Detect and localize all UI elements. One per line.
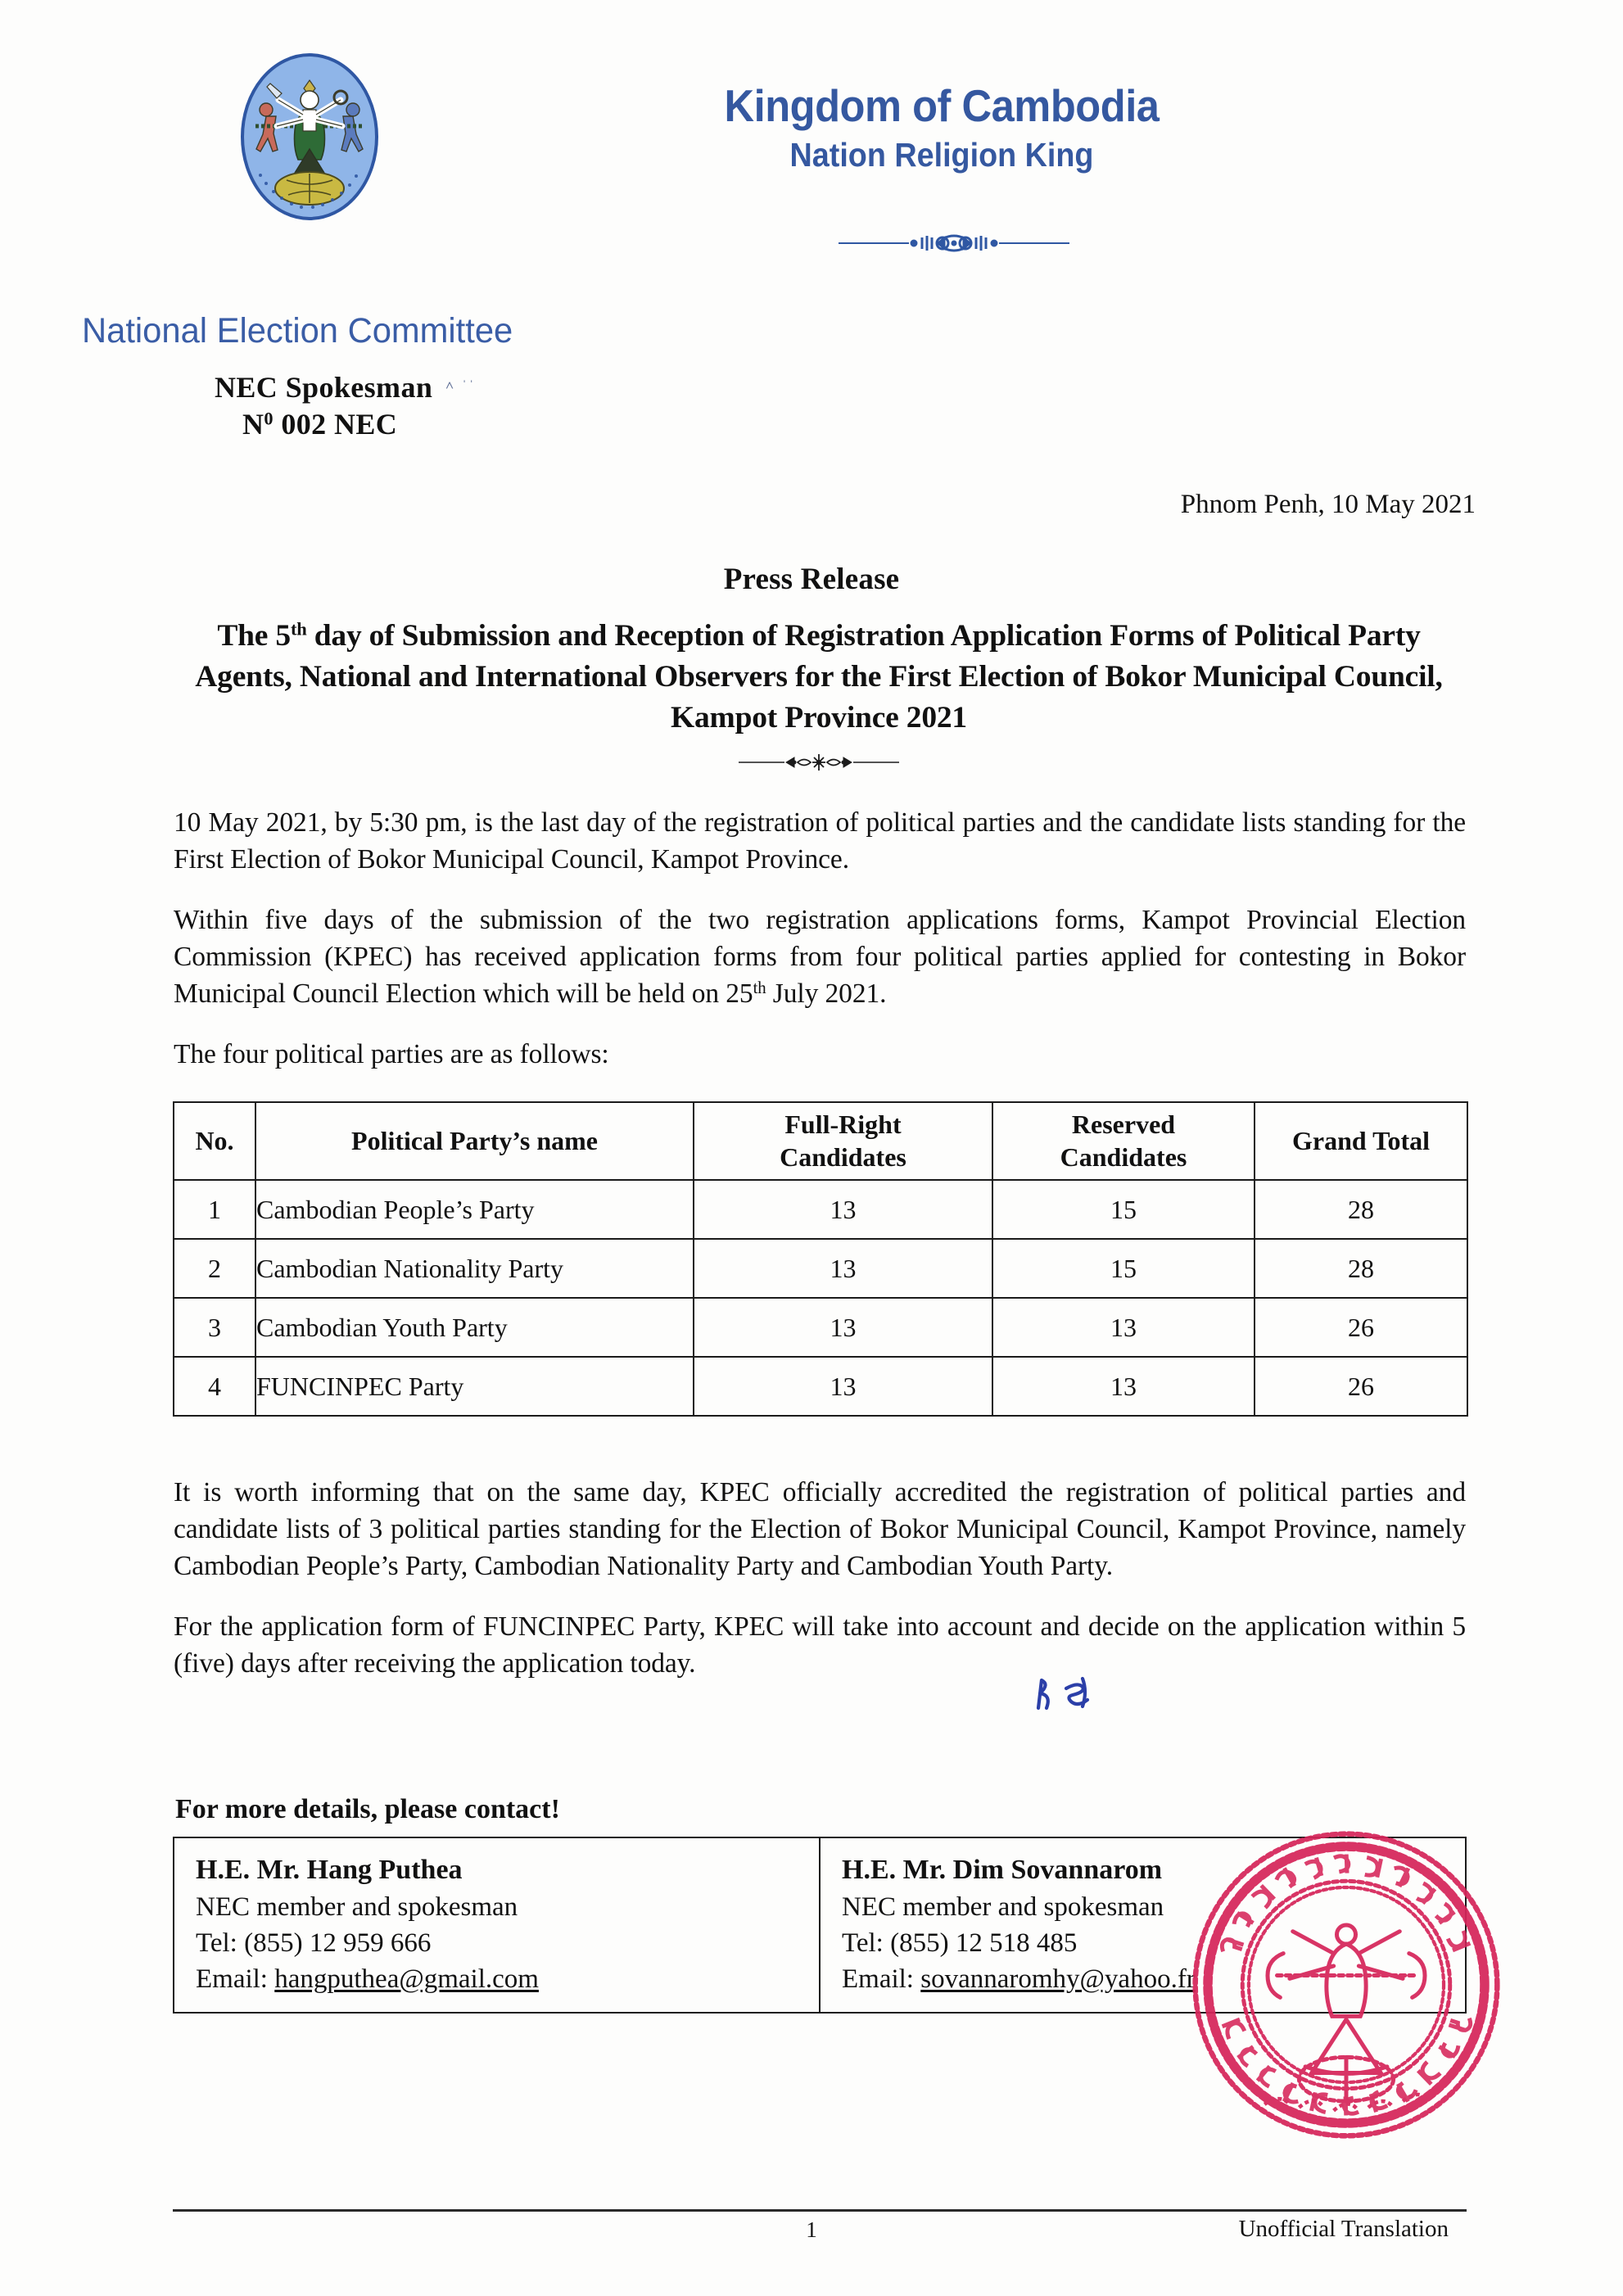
page-title-ordinal-sup: th — [290, 618, 307, 640]
cambodia-national-election-committee-emblem-icon — [228, 51, 391, 223]
cell-party-name: Cambodian Nationality Party — [255, 1239, 694, 1298]
body-text-lower — [174, 1474, 1466, 1682]
press-release-label: Press Release — [723, 563, 900, 596]
page-number: 1 — [806, 2217, 817, 2242]
cell-reserved: 13 — [992, 1357, 1255, 1416]
cell-no: 4 — [174, 1357, 255, 1416]
paragraph-3: The four political parties are as follows: — [174, 1039, 609, 1070]
document-number-prefix: N — [242, 408, 264, 441]
paragraph-2-post: July 2021. — [766, 979, 887, 1010]
cell-full-right: 13 — [694, 1357, 992, 1416]
kingdom-title-line1: Kingdom of Cambodia — [724, 80, 1160, 131]
paragraph-2 — [174, 902, 1466, 1012]
spokesman-label-text: NEC Spokesman — [215, 371, 433, 404]
document-number-sup: 0 — [264, 408, 274, 429]
cell-full-right: 13 — [694, 1239, 992, 1298]
cell-no: 2 — [174, 1239, 255, 1298]
contact-cell-left — [174, 1837, 820, 2013]
body-text-upper — [174, 804, 1466, 1073]
paragraph-2-ordinal-sup: th — [753, 979, 766, 998]
column-header-reserved — [992, 1102, 1255, 1180]
document-number-rest: 002 NEC — [273, 408, 398, 441]
column-header-party-name: Political Party’s name — [255, 1102, 694, 1180]
paragraph-5: For the application form of FUNCINPEC Party, KPEC will take into account and decide on the application within 5 (five) days after receiving the application today. — [174, 1611, 1466, 1679]
table-row — [174, 1357, 1467, 1416]
page-title — [172, 616, 1466, 739]
cell-no: 3 — [174, 1298, 255, 1357]
cell-grand-total: 28 — [1255, 1239, 1467, 1298]
contact-right-email-row — [842, 1961, 1465, 1997]
column-header-no: No. — [174, 1102, 255, 1180]
paragraph-2-pre: Within five days of the submission of the two registration applications forms, Kampot Provincial Election Commission (KPEC) has received application forms from four political parties applied for contesting in Bokor Municipal Council Election which will be held on 25 — [174, 905, 1466, 1010]
contact-left-email-row — [196, 1961, 819, 1997]
contact-right-role: NEC member and spokesman — [842, 1891, 1164, 1922]
footer-note: Unofficial Translation — [1238, 2216, 1449, 2242]
page-title-line2: of Political Party Agents, National and International Observers for the First — [195, 619, 1421, 694]
contact-left-tel: Tel: (855) 12 959 666 — [196, 1928, 432, 1958]
cell-no: 1 — [174, 1180, 255, 1239]
contact-left-email-label: Email: — [196, 1964, 275, 1994]
column-header-grand-total: Grand Total — [1255, 1102, 1467, 1180]
contact-heading: For more details, please contact! — [175, 1794, 560, 1824]
contact-right-name: H.E. Mr. Dim Sovannarom — [842, 1855, 1163, 1885]
page-title-line3: Election of Bokor Municipal Council, Kampot Province 2021 — [671, 659, 1443, 734]
contact-left-email[interactable]: hangputhea@gmail.com — [274, 1964, 539, 1994]
cell-reserved: 15 — [992, 1239, 1255, 1298]
contact-left-role: NEC member and spokesman — [196, 1891, 518, 1922]
contact-left-name: H.E. Mr. Hang Puthea — [196, 1855, 463, 1885]
cell-grand-total: 28 — [1255, 1180, 1467, 1239]
kingdom-title-line2: Nation Religion King — [789, 136, 1094, 174]
page-title-line1-post: day of Submission and Reception of Registration Application Forms — [306, 619, 1195, 653]
ornamental-divider-black-icon — [737, 752, 901, 773]
political-parties-table — [173, 1101, 1468, 1417]
place-and-date: Phnom Penh, 10 May 2021 — [1180, 490, 1476, 519]
contact-row — [174, 1837, 1466, 2013]
column-header-reserved-line1: Reserved — [1071, 1110, 1176, 1140]
column-header-full-right-line1: Full-Right — [784, 1110, 902, 1140]
table-row — [174, 1298, 1467, 1357]
contact-right-tel: Tel: (855) 12 518 485 — [842, 1928, 1078, 1958]
cell-grand-total: 26 — [1255, 1357, 1467, 1416]
cell-party-name: FUNCINPEC Party — [255, 1357, 694, 1416]
spokesman-label — [215, 370, 477, 405]
paragraph-4: It is worth informing that on the same day, KPEC officially accredited the registration of political parties and candidate lists of 3 political parties standing for the Election of Bokor Municipal Council, Kampot Province, namely Cambodian People’s Party, Cambodian Nationality Party and Cambodian Youth Party. — [174, 1477, 1466, 1582]
table-header-row — [174, 1102, 1467, 1180]
column-header-full-right-line2: Candidates — [780, 1141, 906, 1172]
page-title-line1-pre: The 5 — [217, 619, 291, 653]
document-number — [242, 407, 397, 441]
paragraph-1: 10 May 2021, by 5:30 pm, is the last day of the registration of political parties and the candidate lists standing for the First Election of Bokor Municipal Council, Kampot Province. — [174, 807, 1466, 875]
contact-right-email[interactable]: sovannaromhy@yahoo.fr — [920, 1964, 1196, 1994]
table-row — [174, 1180, 1467, 1239]
ornamental-divider-blue-icon — [835, 231, 1073, 255]
contact-cell-right — [820, 1837, 1466, 2013]
document-header — [0, 0, 1623, 441]
organization-name: National Election Committee — [82, 311, 513, 350]
contact-table — [173, 1837, 1467, 2014]
column-header-reserved-line2: Candidates — [1060, 1141, 1187, 1172]
cell-grand-total: 26 — [1255, 1298, 1467, 1357]
kingdom-heading — [573, 82, 1310, 176]
cell-full-right: 13 — [694, 1180, 992, 1239]
contact-right-email-label: Email: — [842, 1964, 921, 1994]
cell-reserved: 15 — [992, 1180, 1255, 1239]
cell-reserved: 13 — [992, 1298, 1255, 1357]
column-header-full-right — [694, 1102, 992, 1180]
table-row — [174, 1239, 1467, 1298]
scan-artifact-mark: ˄ ˈˈ — [445, 377, 477, 393]
cell-party-name: Cambodian Youth Party — [255, 1298, 694, 1357]
footer-divider — [173, 2209, 1467, 2212]
cell-party-name: Cambodian People’s Party — [255, 1180, 694, 1239]
cell-full-right: 13 — [694, 1298, 992, 1357]
